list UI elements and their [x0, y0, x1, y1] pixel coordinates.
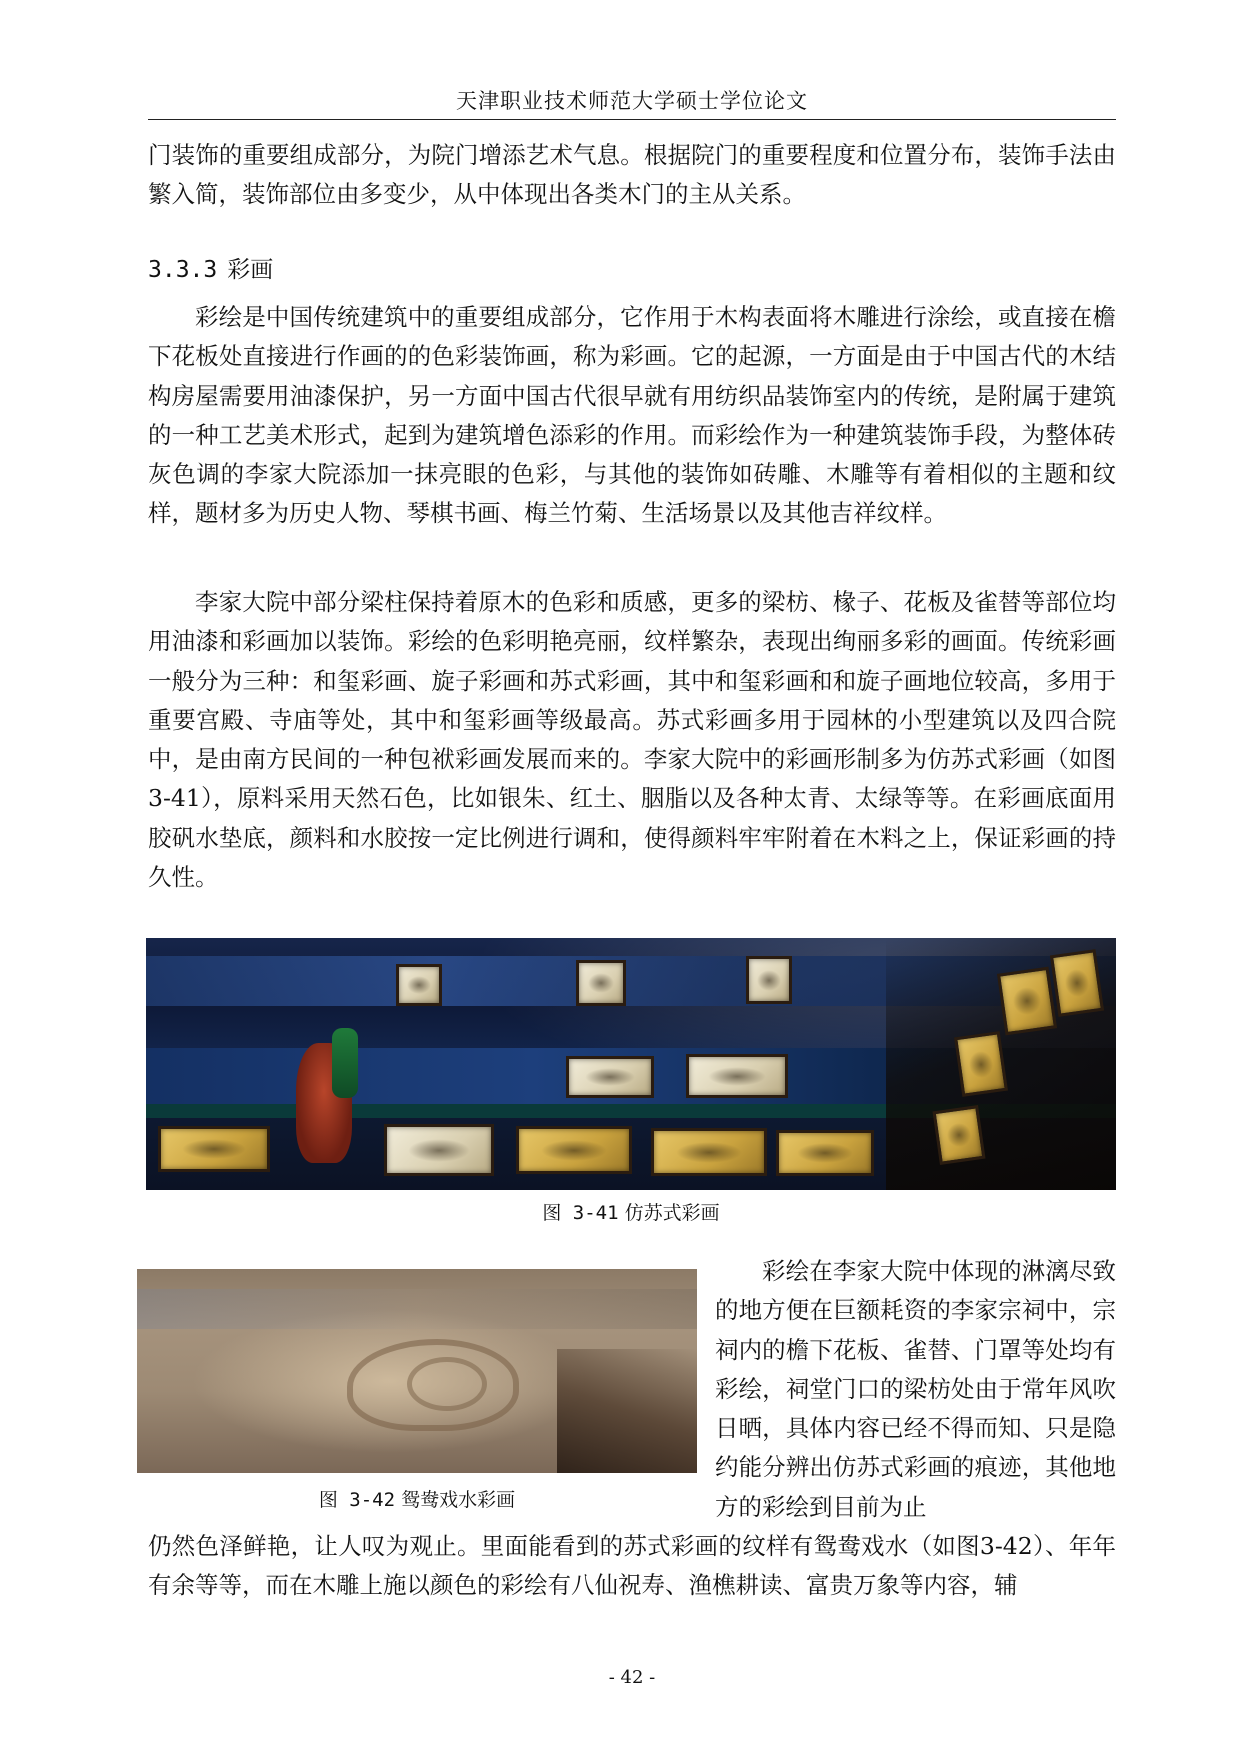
painted-panel: [384, 1124, 494, 1176]
painted-panel: [396, 964, 442, 1006]
figure-3-41-label: 图 3-41: [542, 1202, 619, 1224]
painted-panel: [746, 956, 792, 1004]
figure-3-41-caption: [146, 1198, 1116, 1228]
paragraph-ancestral-hall-continued: 仍然色泽鲜艳，让人叹为观止。里面能看到的苏式彩画的纹样有鸳鸯戏水（如图3-42）、年年有余等等，而在木雕上施以颜色的彩绘有八仙祝寿、渔樵耕读、富贵万象等内容，辅: [148, 1532, 1116, 1600]
painted-panel: [776, 1130, 874, 1176]
figure-3-42-label: 图 3-42: [318, 1489, 396, 1511]
header-rule: [148, 119, 1116, 120]
section-heading: [148, 252, 273, 288]
paragraph-caihui-intro: 彩绘是中国传统建筑中的重要组成部分，它作用于木构表面将木雕进行涂绘，或直接在檐下花板处直接进行作画的的色彩装饰画，称为彩画。它的起源，一方面是由于中国古代的木结构房屋需要用油漆保护，另一方面中国古代很早就有用纺织品装饰室内的传统，是附属于建筑的一种工艺美术形式，起到为建筑增色添彩的作用。而彩绘作为一种建筑装饰手段，为整体砖灰色调的李家大院添加一抹亮眼的色彩，与其他的装饰如砖雕、木雕等有着相似的主题和纹样，题材多为历史人物、琴棋书画、梅兰竹菊、生活场景以及其他吉祥纹样。: [148, 303, 1116, 528]
carved-wood-edge: [557, 1349, 697, 1473]
paragraph-caihua-types: 李家大院中部分梁柱保持着原木的色彩和质感，更多的梁枋、椽子、花板及雀替等部位均用油漆和彩画加以装饰。彩绘的色彩明艳亮丽，纹样繁杂，表现出绚丽多彩的画面。传统彩画一般分为三种：和玺彩画、旋子彩画和苏式彩画，其中和玺彩画和和旋子画地位较高，多用于重要宫殿、寺庙等处，其中和玺彩画等级最高。苏式彩画多用于园林的小型建筑以及四合院中，是由南方民间的一种包袱彩画发展而来的。李家大院中的彩画形制多为仿苏式彩画（如图3-41），原料采用天然石色，比如银朱、红土、胭脂以及各种太青、太绿等等。在彩画底面用胶矾水垫底，颜料和水胶按一定比例进行调和，使得颜料牢牢附着在木料之上，保证彩画的持久性。: [148, 588, 1116, 892]
figure-3-42-image: [137, 1269, 697, 1473]
painted-panel: [686, 1054, 788, 1098]
figure-3-42-caption: [137, 1485, 697, 1515]
figure-3-41-title: 仿苏式彩画: [624, 1202, 720, 1224]
painted-panel: [576, 960, 626, 1006]
section-number: 3.3.3: [148, 257, 218, 283]
running-header: 天津职业技术师范大学硕士学位论文: [456, 89, 808, 113]
painted-panel: [1050, 949, 1104, 1017]
painted-panel: [997, 967, 1057, 1036]
painted-panel: [954, 1031, 1008, 1097]
mandarin-duck-wing: [407, 1357, 487, 1411]
painted-panel: [516, 1126, 632, 1174]
figure-3-41-image: [146, 938, 1116, 1190]
painted-panel: [932, 1105, 985, 1165]
painted-panel: [158, 1126, 270, 1172]
paragraph-ancestral-hall: 彩绘在李家大院中体现的淋漓尽致的地方便在巨额耗资的李家宗祠中，宗祠内的檐下花板、雀替、门罩等处均有彩绘，祠堂门口的梁枋处由于常年风吹日晒，具体内容已经不得而知、只是隐约能分辨出仿苏式彩画的痕迹，其他地方的彩绘到目前为止: [715, 1257, 1116, 1521]
painted-panel: [651, 1128, 767, 1176]
faded-pigment-streak: [137, 1289, 697, 1329]
figure-3-42-title: 鸳鸯戏水彩画: [401, 1489, 516, 1511]
paragraph-continuation: 门装饰的重要组成部分，为院门增添艺术气息。根据院门的重要程度和位置分布，装饰手法由繁入简，装饰部位由多变少，从中体现出各类木门的主从关系。: [148, 141, 1116, 209]
green-bracket: [332, 1028, 358, 1098]
section-title: 彩画: [227, 257, 274, 283]
painted-panel: [566, 1056, 654, 1098]
page-number: - 42 -: [608, 1667, 656, 1688]
